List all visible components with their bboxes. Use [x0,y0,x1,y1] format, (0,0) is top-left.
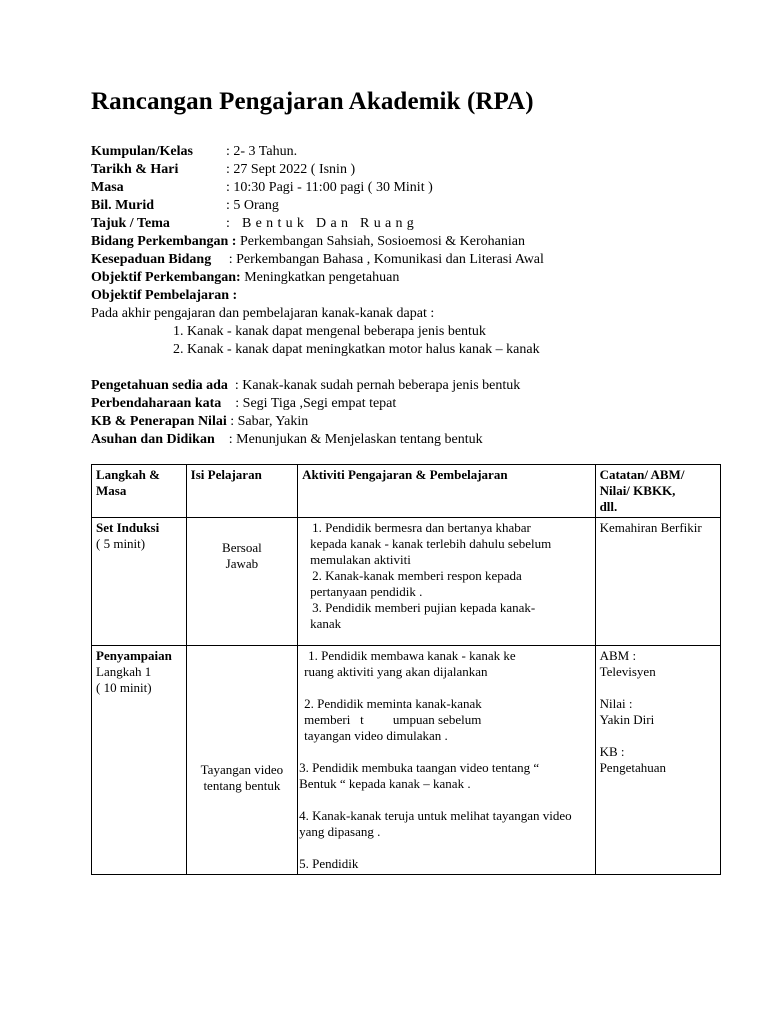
document-title: Rancangan Pengajaran Akademik (RPA) [91,88,534,115]
field-value: : 5 Orang [226,198,279,213]
field-label: Bidang Perkembangan : [91,234,237,249]
field-value: : Perkembangan Bahasa , Komunikasi dan Literasi Awal [211,252,544,267]
field-tarikh [91,161,731,179]
field-value: : Bentuk Dan Ruang [226,216,419,231]
cell-isi: Tayangan video tentang bentuk [186,646,297,875]
cell-langkah: Penyampaian Langkah 1 ( 10 minit) [92,646,187,875]
field-value: : Menunjukan & Menjelaskan tentang bentuk [214,432,483,447]
field-value: : 27 Sept 2022 ( Isnin ) [226,162,356,177]
table-row [92,646,721,875]
field-pengetahuan [91,377,731,395]
field-label: Tarikh & Hari [91,162,179,177]
field-value: Perkembangan Sahsiah, Sosioemosi & Kerohanian [236,234,525,249]
field-label: Kesepaduan Bidang [91,252,212,267]
objective-item: 2. Kanak - kanak dapat meningkatkan motor halus kanak – kanak [173,342,540,357]
field-label: Tajuk / Tema [91,216,170,231]
cell-langkah: Set Induksi ( 5 minit) [92,518,187,646]
field-value: : 2- 3 Tahun. [226,144,298,159]
header-isi: Isi Pelajaran [186,465,297,518]
field-objektif-perkembangan [91,269,731,287]
field-asuhan [91,431,731,449]
cell-catatan: Kemahiran Berfikir [595,518,720,646]
field-masa [91,179,731,197]
field-kesepaduan [91,251,731,269]
field-label: Masa [91,180,124,195]
field-label: Objektif Perkembangan: [91,270,241,285]
field-label: Asuhan dan Didikan [91,432,215,447]
cell-catatan: ABM : Televisyen Nilai : Yakin Diri KB : Pengetahuan [595,646,720,875]
field-value: Meningkatkan pengetahuan [240,270,400,285]
cell-isi: Bersoal Jawab [186,518,297,646]
field-label: Objektif Pembelajaran : [91,288,238,303]
objective-intro: Pada akhir pengajaran dan pembelajaran kanak-kanak dapat : [91,306,435,321]
field-label: Pengetahuan sedia ada [91,378,228,393]
lesson-table [91,464,721,875]
header-catatan: Catatan/ ABM/ Nilai/ KBKK, dll. [595,465,720,518]
field-perbendaharaan [91,395,731,413]
field-label: KB & Penerapan Nilai [91,414,227,429]
field-kb [91,413,731,431]
cell-aktiviti: 1. Pendidik bermesra dan bertanya khabar kepada kanak - kanak terlebih dahulu sebelum memulakan aktiviti 2. Kanak-kanak memberi respon kepada pertanyaan pendidik . 3. Pendidik memberi pujian kepada kanak- kanak [298,518,595,646]
field-value: : Kanak-kanak sudah pernah beberapa jenis bentuk [227,378,521,393]
table-row [92,518,721,646]
field-value: : 10:30 Pagi - 11:00 pagi ( 30 Minit ) [226,180,433,195]
field-value: : Sabar, Yakin [226,414,309,429]
field-murid [91,197,731,215]
header-langkah: Langkah & Masa [92,465,187,518]
field-label: Perbendaharaan kata [91,396,222,411]
field-bidang [91,233,731,251]
header-aktiviti: Aktiviti Pengajaran & Pembelajaran [298,465,595,518]
field-kumpulan [91,143,731,161]
objective-item: 1. Kanak - kanak dapat mengenal beberapa jenis bentuk [173,324,486,339]
table-header-row [92,465,721,518]
field-label: Kumpulan/Kelas [91,144,193,159]
field-objektif-pembelajaran [91,287,731,305]
field-label: Bil. Murid [91,198,155,213]
cell-aktiviti: 1. Pendidik membawa kanak - kanak ke ruang aktiviti yang akan dijalankan 2. Pendidik meminta kanak-kanak memberi t umpuan sebelum tayangan video dimulakan . 3. Pendidik membuka taangan video tentang “ Bentuk “ kepada kanak – kanak . 4. Kanak-kanak teruja untuk melihat tayangan video yang dipasang . 5. Pendidik [298,646,595,875]
lesson-info [91,143,731,449]
field-value: : Segi Tiga ,Segi empat tepat [221,396,397,411]
field-tajuk [91,215,731,233]
